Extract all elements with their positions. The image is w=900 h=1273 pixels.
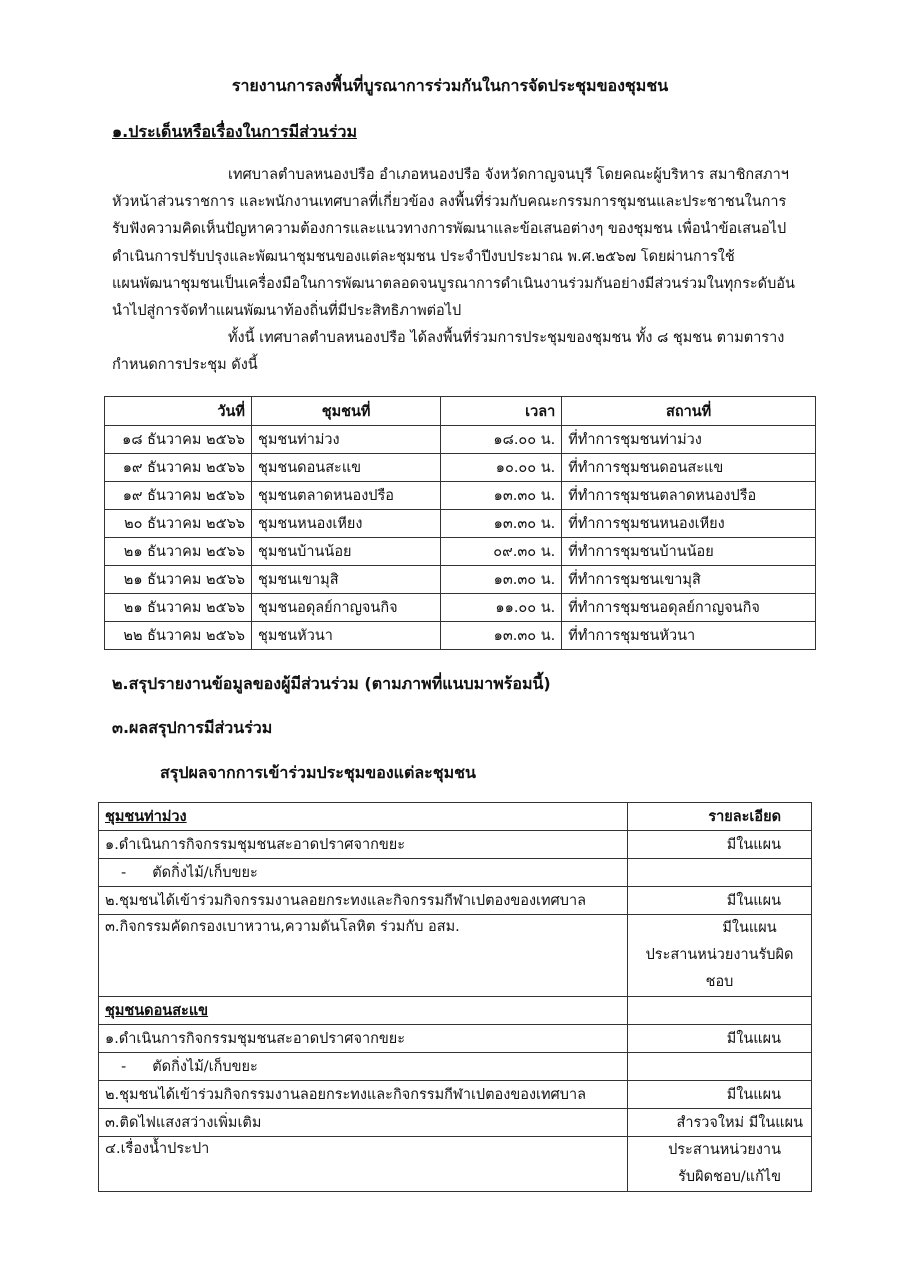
date-cell: ๒๑ ธันวาคม ๒๕๖๖ — [105, 594, 252, 622]
group-header-row — [99, 803, 812, 831]
item-text: ๓.กิจกรรมคัดกรองเบาหวาน,ความดันโลหิต ร่วมกับ อสม. — [99, 915, 628, 997]
p1-line-1: เทศบาลตำบลหนองปรือ อำเภอหนองปรือ จังหวัดกาญจนบุรี โดยคณะผู้บริหาร สมาชิกสภาฯ — [228, 167, 789, 183]
community-cell: ชุมชนตลาดหนองปรือ — [252, 482, 441, 510]
table-row — [99, 1053, 812, 1081]
table-row — [105, 594, 816, 622]
intro-paragraph — [112, 162, 812, 380]
item-text: ๒.ชุมชนได้เข้าร่วมกิจกรรมงานลอยกระทงและกิจกรรมกีฬาเปตองของเทศบาล — [99, 1081, 628, 1109]
time-cell: ๑๓.๓๐ น. — [441, 482, 562, 510]
col-time-header: เวลา — [441, 397, 562, 426]
table-row — [99, 1137, 812, 1192]
table-row — [99, 831, 812, 859]
date-cell: ๒๑ ธันวาคม ๒๕๖๖ — [105, 566, 252, 594]
item-text: ๓.ติดไฟแสงสว่างเพิ่มเติม — [99, 1109, 628, 1137]
sub-item — [99, 1053, 628, 1081]
group-header-row — [99, 997, 812, 1025]
community-cell: ชุมชนหนองเหียง — [252, 510, 441, 538]
p1-line-3: รับฟังความคิดเห็นปัญหาความต้องการและแนวทางการพัฒนาและข้อเสนอต่างๆ ของชุมชน เพื่อนำข้อเสนอไป — [112, 221, 787, 238]
date-cell: ๑๙ ธันวาคม ๒๕๖๖ — [105, 482, 252, 510]
community-cell: ชุมชนเขามุสิ — [252, 566, 441, 594]
empty-cell — [628, 997, 812, 1025]
table-row — [99, 1109, 812, 1137]
col-place-header: สถานที่ — [562, 397, 816, 426]
sub-item — [99, 859, 628, 887]
community-name: ชุมชนดอนสะแข — [99, 997, 628, 1025]
date-cell: ๒๐ ธันวาคม ๒๕๖๖ — [105, 510, 252, 538]
table-row — [105, 510, 816, 538]
table-row — [105, 426, 816, 454]
community-cell: ชุมชนดอนสะแข — [252, 454, 441, 482]
item-detail — [628, 915, 812, 997]
item-detail: มีในแผน — [628, 887, 812, 915]
item-text: ๔.เรื่องน้ำประปา — [99, 1137, 628, 1192]
detail-line-2: ประสานหน่วยงานรับผิดชอบ — [645, 947, 794, 990]
place-cell: ที่ทำการชุมชนหัวนา — [562, 622, 816, 650]
date-cell: ๒๑ ธันวาคม ๒๕๖๖ — [105, 538, 252, 566]
item-detail — [628, 859, 812, 887]
time-cell: ๐๙.๓๐ น. — [441, 538, 562, 566]
time-cell: ๑๓.๓๐ น. — [441, 622, 562, 650]
place-cell: ที่ทำการชุมชนเขามุสิ — [562, 566, 816, 594]
place-cell: ที่ทำการชุมชนอดุลย์กาญจนกิจ — [562, 594, 816, 622]
col-community-header: ชุมชนที่ — [252, 397, 441, 426]
community-cell: ชุมชนหัวนา — [252, 622, 441, 650]
summary-heading: สรุปผลจากการเข้าร่วมประชุมของแต่ละชุมชน — [160, 763, 476, 782]
results-table — [98, 802, 812, 1192]
community-cell: ชุมชนบ้านน้อย — [252, 538, 441, 566]
detail-line-1: ประสานหน่วยงาน — [668, 1142, 781, 1158]
p1-line-2: หัวหน้าส่วนราชการ และพนักงานเทศบาลที่เกี่ยวข้อง ลงพื้นที่ร่วมกับคณะกรรมการชุมชนและประชาชนในการ — [112, 194, 787, 211]
table-row — [99, 1081, 812, 1109]
section2-heading: ๒.สรุปรายงานข้อมูลของผู้มีส่วนร่วม (ตามภาพที่แนบมาพร้อมนี้) — [112, 674, 551, 693]
time-cell: ๑๑.๐๐ น. — [441, 594, 562, 622]
item-detail: มีในแผน — [628, 831, 812, 859]
place-cell: ที่ทำการชุมชนท่าม่วง — [562, 426, 816, 454]
time-cell: ๑๘.๐๐ น. — [441, 426, 562, 454]
table-row — [99, 1025, 812, 1053]
table-row — [99, 859, 812, 887]
table-row — [105, 622, 816, 650]
schedule-header-row — [105, 397, 816, 426]
item-detail: มีในแผน — [628, 1081, 812, 1109]
table-row — [99, 915, 812, 997]
time-cell: ๑๐.๐๐ น. — [441, 454, 562, 482]
detail-line-2: รับผิดชอบ/แก้ไข — [678, 1169, 781, 1185]
dash-marker: - — [121, 1059, 127, 1075]
section1-heading: ๑.ประเด็นหรือเรื่องในการมีส่วนร่วม — [112, 122, 357, 141]
dash-marker: - — [121, 865, 127, 881]
p1-line-5: แผนพัฒนาชุมชนเป็นเครื่องมือในการพัฒนาตลอดจนบูรณาการดำเนินงานร่วมกันอย่างมีส่วนร่วมในทุกระดับอัน — [112, 275, 795, 292]
section3-heading: ๓.ผลสรุปการมีส่วนร่วม — [112, 718, 273, 737]
date-cell: ๑๙ ธันวาคม ๒๕๖๖ — [105, 454, 252, 482]
community-cell: ชุมชนท่าม่วง — [252, 426, 441, 454]
community-cell: ชุมชนอดุลย์กาญจนกิจ — [252, 594, 441, 622]
item-text: ตัดกิ่งไม้/เก็บขยะ — [152, 1059, 258, 1075]
table-row — [105, 482, 816, 510]
item-text: ๑.ดำเนินการกิจกรรมชุมชนสะอาดปราศจากขยะ — [99, 1025, 628, 1053]
time-cell: ๑๓.๓๐ น. — [441, 566, 562, 594]
p1-line-6: นำไปสู่การจัดทำแผนพัฒนาท้องถิ่นที่มีประสิทธิภาพต่อไป — [112, 303, 462, 320]
item-text: ตัดกิ่งไม้/เก็บขยะ — [152, 865, 258, 881]
document-title: รายงานการลงพื้นที่บูรณาการร่วมกันในการจัดประชุมของชุมชน — [231, 76, 669, 95]
date-cell: ๒๒ ธันวาคม ๒๕๖๖ — [105, 622, 252, 650]
item-detail: สำรวจใหม่ มีในแผน — [628, 1109, 812, 1137]
p2-line-1: ทั้งนี้ เทศบาลตำบลหนองปรือ ได้ลงพื้นที่ร่วมการประชุมของชุมชน ทั้ง ๘ ชุมชน ตามตาราง — [228, 330, 785, 347]
schedule-table — [104, 396, 816, 650]
table-row — [105, 538, 816, 566]
date-cell: ๑๘ ธันวาคม ๒๕๖๖ — [105, 426, 252, 454]
table-row — [105, 454, 816, 482]
item-detail — [628, 1053, 812, 1081]
detail-line-1: มีในแผน — [722, 920, 777, 936]
detail-header: รายละเอียด — [628, 803, 812, 831]
p2-line-2: กำหนดการประชุม ดังนี้ — [112, 357, 258, 374]
item-text: ๑.ดำเนินการกิจกรรมชุมชนสะอาดปราศจากขยะ — [99, 831, 628, 859]
col-date-header: วันที่ — [105, 397, 252, 426]
community-name: ชุมชนท่าม่วง — [99, 803, 628, 831]
item-detail: มีในแผน — [628, 1025, 812, 1053]
place-cell: ที่ทำการชุมชนดอนสะแข — [562, 454, 816, 482]
place-cell: ที่ทำการชุมชนตลาดหนองปรือ — [562, 482, 816, 510]
table-row — [105, 566, 816, 594]
p1-line-4: ดำเนินการปรับปรุงและพัฒนาชุมชนของแต่ละชุมชน ประจำปีงบประมาณ พ.ศ.๒๕๖๗ โดยผ่านการใช้ — [112, 248, 735, 265]
time-cell: ๑๓.๓๐ น. — [441, 510, 562, 538]
item-detail — [628, 1137, 812, 1192]
place-cell: ที่ทำการชุมชนหนองเหียง — [562, 510, 816, 538]
item-text: ๒.ชุมชนได้เข้าร่วมกิจกรรมงานลอยกระทงและกิจกรรมกีฬาเปตองของเทศบาล — [99, 887, 628, 915]
place-cell: ที่ทำการชุมชนบ้านน้อย — [562, 538, 816, 566]
table-row — [99, 887, 812, 915]
